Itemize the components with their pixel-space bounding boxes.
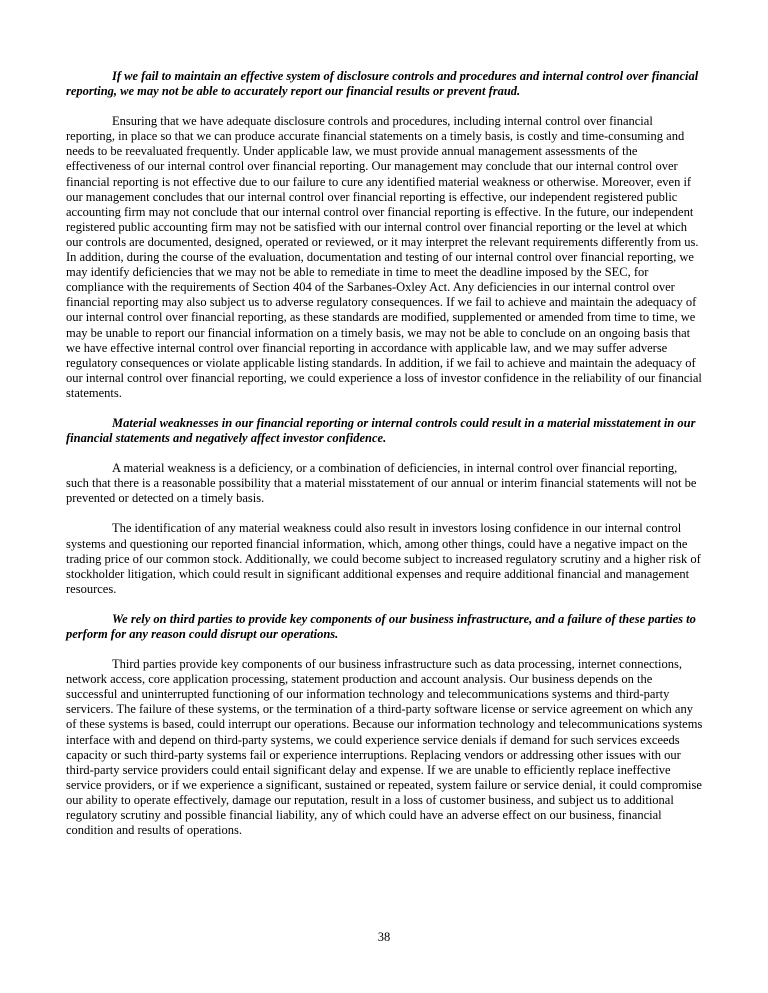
page-content [66,69,703,838]
risk-factor-paragraph-disclosure-controls: Ensuring that we have adequate disclosure controls and procedures, including internal control over financial reporting, in place so that we can produce accurate financial statements on a timely basis, is costly and time-consuming and needs to be reevaluated frequently. Under applicable law, we must provide annual management assessments of the effectiveness of our internal control over financial reporting. Our management may conclude that our internal control over financial reporting is not effective due to our failure to cure any identified material weakness or otherwise. Moreover, even if our management concludes that our internal control over financial reporting is effective, our independent registered public accounting firm may not conclude that our internal control over financial reporting is effective. In the future, our independent registered public accounting firm may not be satisfied with our internal control over financial reporting or the level at which our controls are documented, designed, operated or reviewed, or it may interpret the relevant requirements differently from us. In addition, during the course of the evaluation, documentation and testing of our internal control over financial reporting, we may identify deficiencies that we may not be able to remediate in time to meet the deadline imposed by the SEC, for compliance with the requirements of Section 404 of the Sarbanes-Oxley Act. Any deficiencies in our internal control over financial reporting may also subject us to adverse regulatory consequences. If we fail to achieve and maintain the adequacy of our internal control over financial reporting, as these standards are modified, supplemented or amended from time to time, we may be unable to report our financial information on a timely basis, we may not be able to conclude on an ongoing basis that we have effective internal control over financial reporting in accordance with applicable law, and we may suffer adverse regulatory consequences or violate applicable listing standards. In addition, if we fail to achieve and maintain the adequacy of our internal control over financial reporting, we could experience a loss of investor confidence in the reliability of our financial statements. [66,114,702,400]
risk-factor-paragraph-third-parties: Third parties provide key components of our business infrastructure such as data processing, internet connections, network access, core application processing, statement production and account analysis. Our business depends on the successful and uninterrupted functioning of our information technology and telecommunications systems and third-party servicers. The failure of these systems, or the termination of a third-party software license or service agreement on which any of these systems is based, could interrupt our operations. Because our information technology and telecommunications systems interface with and depend on third-party systems, we could experience service denials if demand for such services exceeds capacity or such third-party systems fail or experience interruptions. Replacing vendors or addressing other issues with our third-party service providers could entail significant delay and expense. If we are unable to efficiently replace ineffective service providers, or if we experience a significant, sustained or repeated, system failure or service denial, it could compromise our ability to operate effectively, damage our reputation, result in a loss of customer business, and subject us to additional regulatory scrutiny and possible financial liability, any of which could have an adverse effect on our business, financial condition and results of operations. [66,657,703,838]
page-number: 38 [377,930,391,944]
risk-factor-heading-third-parties: We rely on third parties to provide key components of our business infrastructure, and a failure of these parties to perform for any reason could disrupt our operations. [66,611,696,641]
risk-factor-heading-disclosure-controls: If we fail to maintain an effective system of disclosure controls and procedures and internal control over financial reporting, we may not be able to accurately report our financial results or prevent fraud. [66,69,699,99]
risk-factor-heading-material-weaknesses: Material weaknesses in our financial reporting or internal controls could result in a material misstatement in our financial statements and negatively affect investor confidence. [66,415,696,446]
risk-factor-paragraph-material-weakness-consequences: The identification of any material weakness could also result in investors losing confidence in our internal control systems and questioning our reported financial information, which, among other things, could have a negative impact on the trading price of our common stock. Additionally, we could become subject to increased regulatory scrutiny and a higher risk of stockholder litigation, which could result in significant additional expenses and require additional financial and management resources. [66,521,701,596]
risk-factor-paragraph-material-weakness-definition: A material weakness is a deficiency, or a combination of deficiencies, in internal control over financial reporting, such that there is a reasonable possibility that a material misstatement of our annual or interim financial statements will not be prevented or detected on a timely basis. [66,461,697,506]
